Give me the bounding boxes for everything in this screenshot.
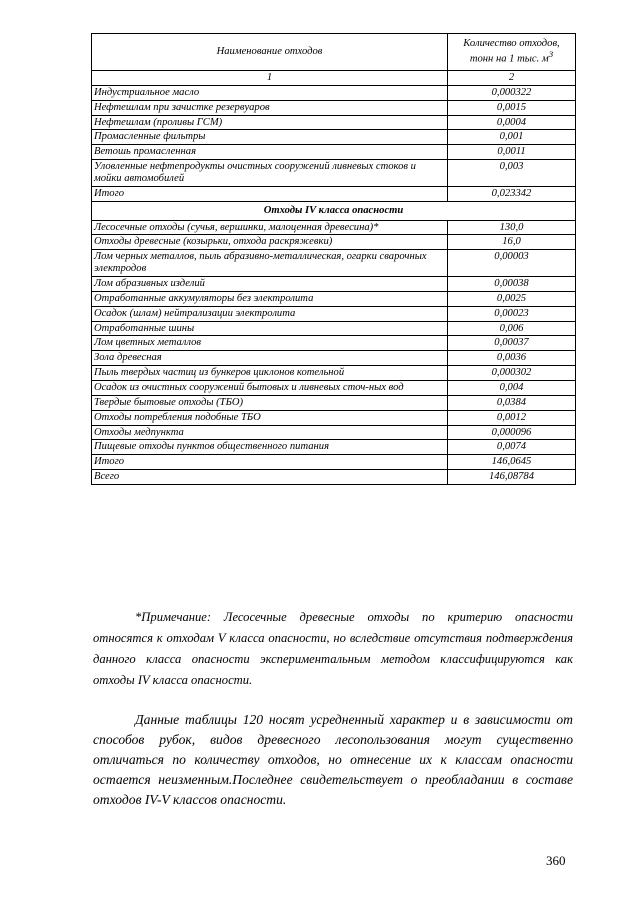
header-quantity	[448, 34, 576, 71]
waste-name-cell: Всего	[92, 470, 448, 485]
table-row	[92, 336, 576, 351]
table-row	[92, 395, 576, 410]
body-paragraph: Данные таблицы 120 носят усредненный характер и в зависимости от способов рубок, видов древесного лесопользования могут существенно отличаться по количеству отходов, но отнесение их к классам опасности остается неизменным.Последнее свидетельствует о преобладании в составе отходов IV-V классов опасности.	[93, 712, 573, 807]
table-row	[92, 85, 576, 100]
waste-name-cell: Отработанные аккумуляторы без электролита	[92, 291, 448, 306]
header-quantity-line1: Количество отходов,	[463, 38, 560, 50]
table-row	[92, 220, 576, 235]
waste-quantity-cell: 146,0645	[448, 455, 576, 470]
table-row	[92, 321, 576, 336]
waste-name-cell: Итого	[92, 186, 448, 201]
waste-quantity-cell: 0,000322	[448, 85, 576, 100]
waste-name-cell: Нефтешлам (проливы ГСМ)	[92, 115, 448, 130]
table-row	[92, 381, 576, 396]
section-title: Отходы IV класса опасности	[92, 201, 576, 220]
header-quantity-line2: тонн на 1 тыс. м	[469, 53, 549, 65]
header-name: Наименование отходов	[92, 34, 448, 71]
waste-quantity-cell: 0,0074	[448, 440, 576, 455]
waste-name-cell: Итого	[92, 455, 448, 470]
waste-quantity-cell: 0,006	[448, 321, 576, 336]
table-row	[92, 351, 576, 366]
table-row	[92, 366, 576, 381]
waste-name-cell: Осадок (шлам) нейтрализации электролита	[92, 306, 448, 321]
table-row	[92, 130, 576, 145]
waste-name-cell: Отходы медпункта	[92, 425, 448, 440]
waste-name-cell: Лесосечные отходы (сучья, вершинки, малоценная древесина)*	[92, 220, 448, 235]
table-row	[92, 115, 576, 130]
section-row	[92, 201, 576, 220]
column-number-2: 2	[448, 71, 576, 86]
table-row	[92, 291, 576, 306]
waste-name-cell: Пищевые отходы пунктов общественного питания	[92, 440, 448, 455]
waste-quantity-cell: 0,00023	[448, 306, 576, 321]
waste-quantity-cell: 0,00037	[448, 336, 576, 351]
waste-quantity-cell: 0,0011	[448, 145, 576, 160]
waste-quantity-cell: 146,08784	[448, 470, 576, 485]
column-number-1: 1	[92, 71, 448, 86]
waste-name-cell: Уловленные нефтепродукты очистных сооружений ливневых стоков и мойки автомобилей	[92, 160, 448, 187]
table-row	[92, 145, 576, 160]
waste-quantity-cell: 0,003	[448, 160, 576, 187]
waste-name-cell: Твердые бытовые отходы (ТБО)	[92, 395, 448, 410]
waste-table	[91, 33, 576, 485]
waste-quantity-cell: 0,001	[448, 130, 576, 145]
waste-name-cell: Лом черных металлов, пыль абразивно-металлическая, огарки сварочных электродов	[92, 250, 448, 277]
waste-quantity-cell: 0,0384	[448, 395, 576, 410]
waste-quantity-cell: 0,00003	[448, 250, 576, 277]
waste-quantity-cell: 0,00038	[448, 277, 576, 292]
waste-quantity-cell: 0,000096	[448, 425, 576, 440]
waste-quantity-cell: 130,0	[448, 220, 576, 235]
waste-name-cell: Лом цветных металлов	[92, 336, 448, 351]
waste-quantity-cell: 0,023342	[448, 186, 576, 201]
column-number-row	[92, 71, 576, 86]
waste-name-cell: Пыль твердых частиц из бункеров циклонов котельной	[92, 366, 448, 381]
waste-name-cell: Ветошь промасленная	[92, 145, 448, 160]
waste-name-cell: Нефтешлам при зачистке резервуаров	[92, 100, 448, 115]
waste-quantity-cell: 0,0004	[448, 115, 576, 130]
waste-quantity-cell: 0,0025	[448, 291, 576, 306]
table-row	[92, 100, 576, 115]
waste-name-cell: Индустриальное масло	[92, 85, 448, 100]
waste-quantity-cell: 0,0012	[448, 410, 576, 425]
table-row	[92, 470, 576, 485]
waste-quantity-cell: 0,0015	[448, 100, 576, 115]
waste-name-cell: Промасленные фильтры	[92, 130, 448, 145]
waste-name-cell: Отходы потребления подобные ТБО	[92, 410, 448, 425]
footnote: *Примечание: Лесосечные древесные отходы по критерию опасности относятся к отходам V класса опасности, но вследствие отсутствия подтверждения данного класса опасности экспериментальным методом классифицируются как отходы IV класса опасности.	[93, 610, 573, 687]
table-header-row	[92, 34, 576, 71]
table-row	[92, 410, 576, 425]
table-row	[92, 306, 576, 321]
header-quantity-unit-sup: 3	[548, 49, 554, 60]
waste-name-cell: Зола древесная	[92, 351, 448, 366]
table-row	[92, 440, 576, 455]
table-row	[92, 455, 576, 470]
table-row	[92, 277, 576, 292]
waste-quantity-cell: 0,004	[448, 381, 576, 396]
page-number: 360	[546, 853, 566, 868]
table-row	[92, 235, 576, 250]
waste-quantity-cell: 0,0036	[448, 351, 576, 366]
waste-name-cell: Осадок из очистных сооружений бытовых и ливневых сточ-ных вод	[92, 381, 448, 396]
table-row	[92, 425, 576, 440]
waste-name-cell: Лом абразивных изделий	[92, 277, 448, 292]
table-row	[92, 186, 576, 201]
table-row	[92, 160, 576, 187]
waste-quantity-cell: 0,000302	[448, 366, 576, 381]
table-row	[92, 250, 576, 277]
waste-name-cell: Отработанные шины	[92, 321, 448, 336]
waste-quantity-cell: 16,0	[448, 235, 576, 250]
waste-name-cell: Отходы древесные (козырьки, отхода раскряжевки)	[92, 235, 448, 250]
